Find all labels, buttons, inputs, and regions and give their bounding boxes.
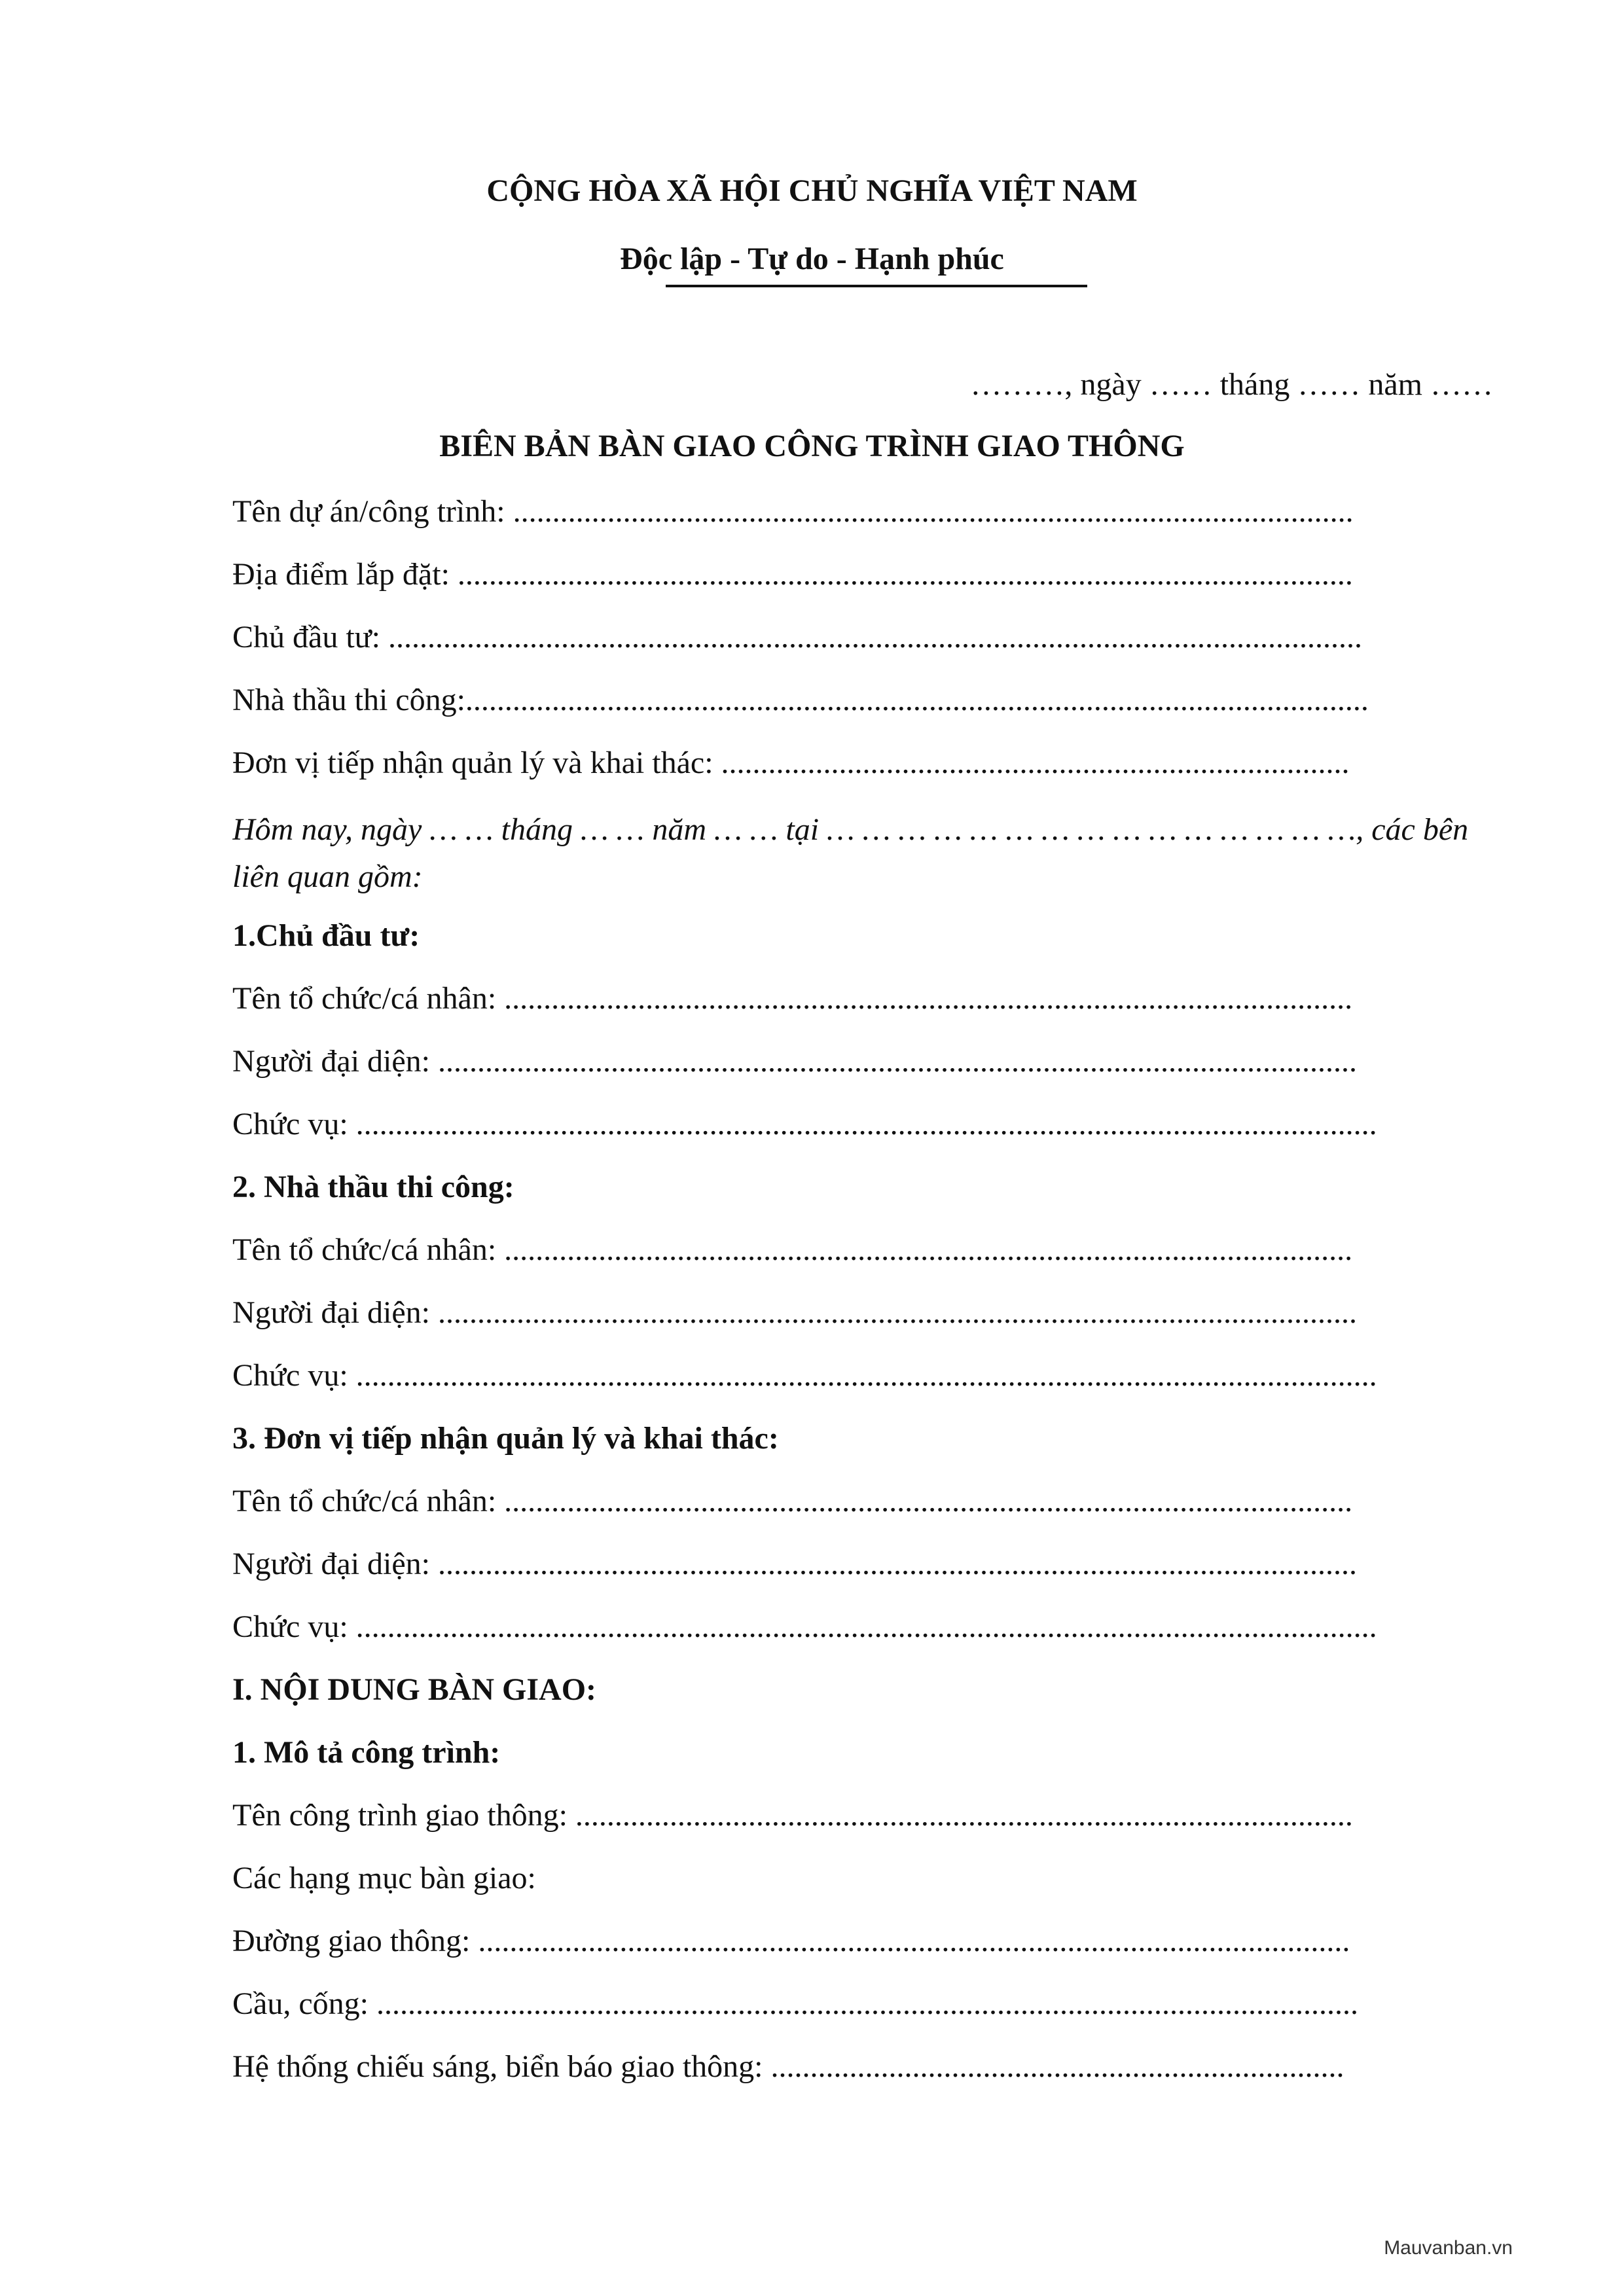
watermark-text: Mauvanban.vn — [1384, 2237, 1513, 2259]
section-heading-contractor: 2. Nhà thầu thi công: — [232, 1170, 514, 1204]
motto-underline — [666, 285, 1087, 287]
section-heading-handover-content: I. NỘI DUNG BÀN GIAO: — [232, 1672, 597, 1707]
section-heading-receiving-unit: 3. Đơn vị tiếp nhận quản lý và khai thác: — [232, 1421, 779, 1456]
field-position: Chức vụ: .................................................................................................................................. — [232, 1107, 1377, 1141]
subsection-heading-description: 1. Mô tả công trình: — [232, 1735, 501, 1770]
field-position: Chức vụ: .................................................................................................................................. — [232, 1358, 1377, 1393]
field-representative: Người đại diện: ..................................................................................................................... — [232, 1044, 1358, 1079]
country-name-heading: CỘNG HÒA XÃ HỘI CHỦ NGHĨA VIỆT NAM — [486, 173, 1138, 208]
label-handover-items: Các hạng mục bàn giao: — [232, 1861, 536, 1895]
field-project-name: Tên dự án/công trình: ........................................................................................................... — [232, 494, 1354, 529]
field-road: Đường giao thông: ............................................................................................................... — [232, 1924, 1350, 1958]
document-title: BIÊN BẢN BÀN GIAO CÔNG TRÌNH GIAO THÔNG — [439, 429, 1185, 463]
field-position: Chức vụ: .................................................................................................................................. — [232, 1609, 1377, 1644]
field-bridge-culvert: Cầu, cống: ............................................................................................................................. — [232, 1986, 1358, 2021]
field-org-name: Tên tổ chức/cá nhân: ............................................................................................................ — [232, 1232, 1353, 1267]
field-org-name: Tên tổ chức/cá nhân: ............................................................................................................ — [232, 981, 1353, 1016]
section-heading-investor: 1.Chủ đầu tư: — [232, 918, 420, 953]
field-org-name: Tên tổ chức/cá nhân: ............................................................................................................ — [232, 1484, 1353, 1518]
field-receiving-unit: Đơn vị tiếp nhận quản lý và khai thác: ................................................................................ — [232, 745, 1350, 780]
motto-heading: Độc lập - Tự do - Hạnh phúc — [620, 242, 1004, 276]
field-traffic-work-name: Tên công trình giao thông: ................................................................................................... — [232, 1798, 1353, 1833]
field-investor: Chủ đầu tư: ............................................................................................................................ — [232, 620, 1363, 655]
field-install-location: Địa điểm lắp đặt: .................................................................................................................. — [232, 557, 1353, 592]
field-representative: Người đại diện: ..................................................................................................................... — [232, 1547, 1358, 1581]
meeting-paragraph: Hôm nay, ngày … … tháng … … năm … … tại … … … … … … … … … … … … … … …, các bên liên quan gồm: — [232, 812, 1469, 894]
field-contractor: Nhà thầu thi công:................................................................................................................... — [232, 683, 1369, 717]
field-lighting-signs: Hệ thống chiếu sáng, biển báo giao thông: ......................................................................... — [232, 2049, 1344, 2084]
document-body — [232, 492, 1509, 2110]
field-representative: Người đại diện: ..................................................................................................................... — [232, 1295, 1358, 1330]
date-line: ………, ngày …… tháng …… năm …… — [970, 367, 1493, 402]
